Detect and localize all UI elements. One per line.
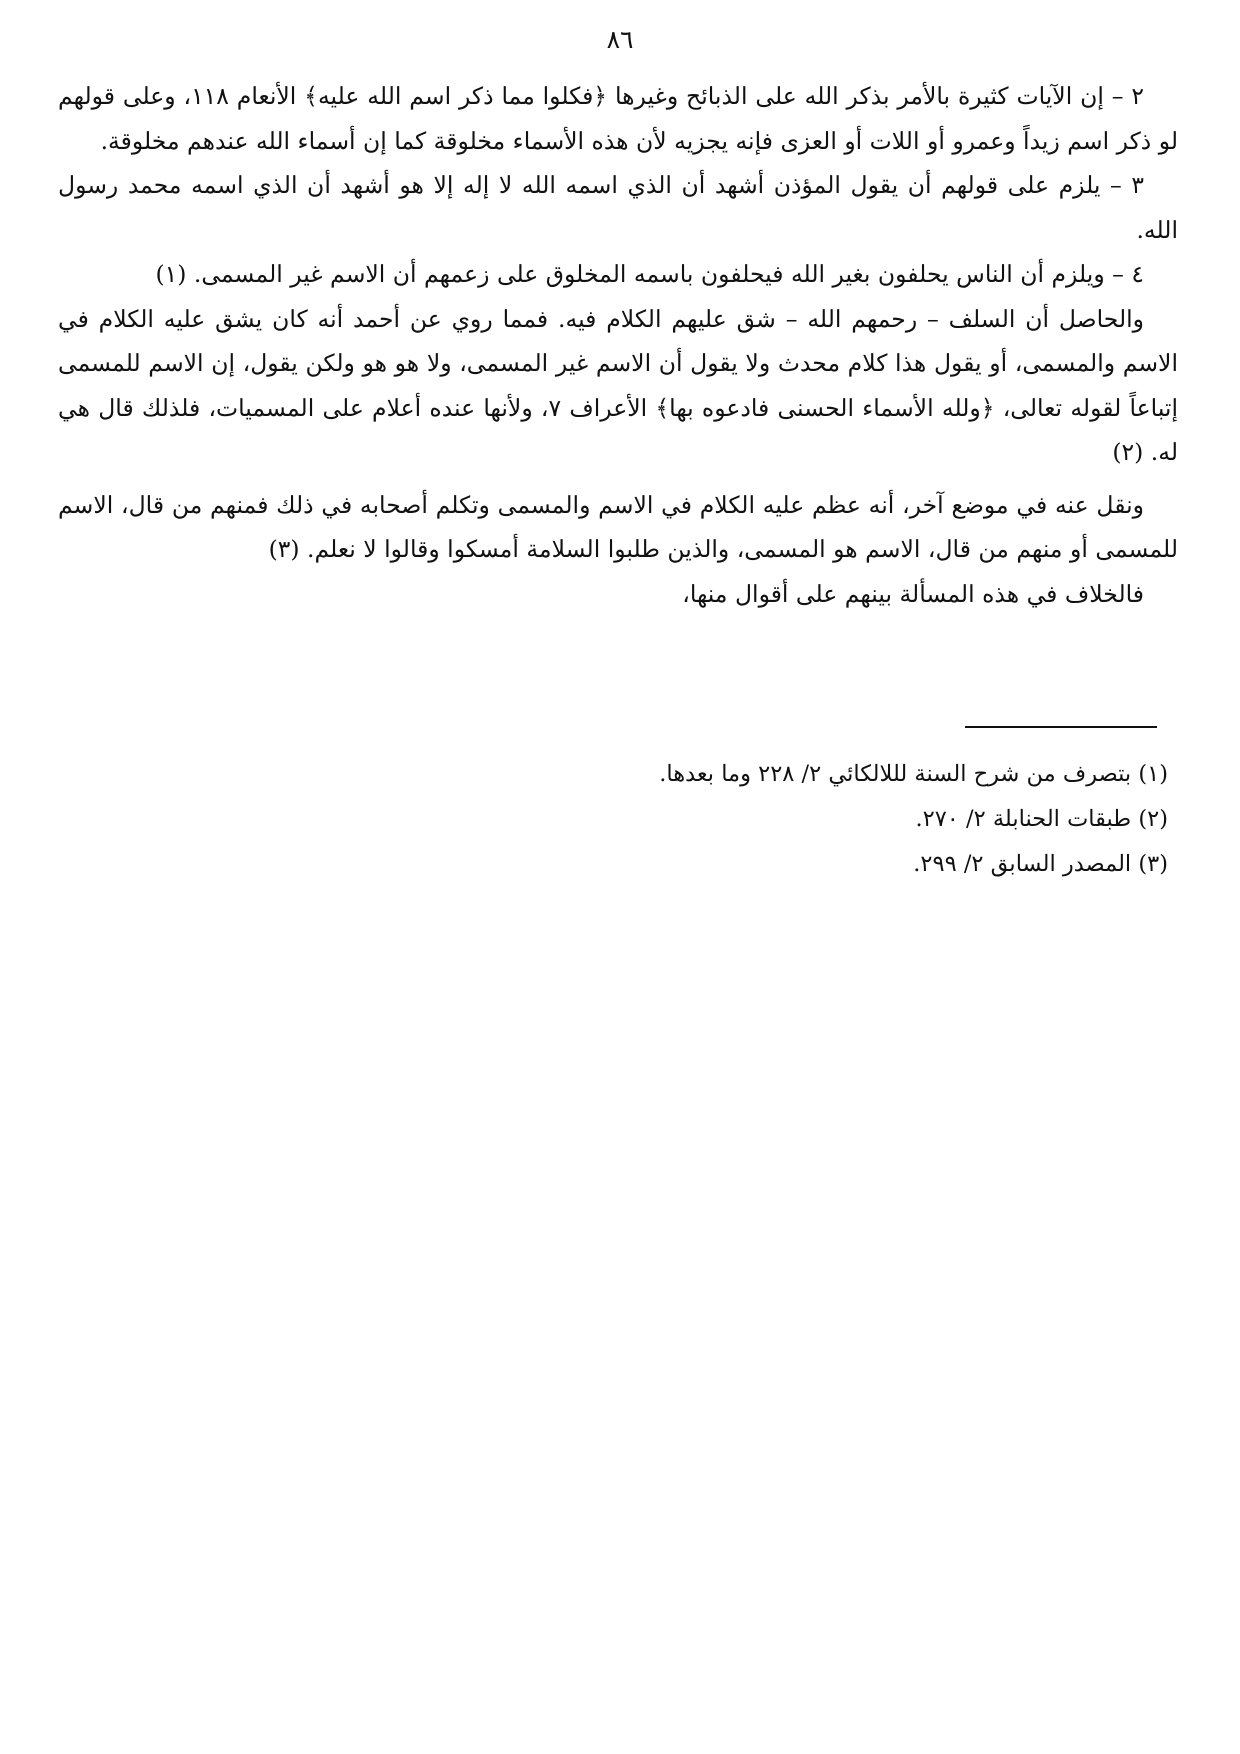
paragraph-point-2: ٢ – إن الآيات كثيرة بالأمر بذكر الله على الذبائح وغيرها ﴿فكلوا مما ذكر اسم الله عليه﴾ الأنعام ١١٨، وعلى قولهم لو ذكر اسم زيداً وعمرو أو اللات أو العزى فإنه يجزيه لأن هذه الأسماء مخلوقة كما إن أسماء الله عندهم مخلوقة. (58, 82, 1178, 155)
footnote-2: (٢) طبقات الحنابلة ٢/ ٢٧٠. (915, 806, 1168, 832)
main-text (58, 74, 1178, 616)
footnote-separator (965, 726, 1157, 728)
footnote-1: (١) بتصرف من شرح السنة لللالكائي ٢/ ٢٢٨ وما بعدها. (659, 761, 1168, 787)
footnotes (58, 752, 1168, 887)
paragraph-another-narration: ونقل عنه في موضع آخر، أنه عظم عليه الكلام في الاسم والمسمى وتكلم أصحابه في ذلك فمنهم من قال، الاسم للمسمى أو منهم من قال، الاسم هو المسمى، والذين طلبوا السلامة أمسكوا وقالوا لا نعلم. (٣) (58, 490, 1178, 563)
paragraph-point-4: ٤ – ويلزم أن الناس يحلفون بغير الله فيحلفون باسمه المخلوق على زعمهم أن الاسم غير المسمى. (١) (155, 260, 1144, 288)
footnote-3: (٣) المصدر السابق ٢/ ٢٩٩. (913, 851, 1168, 877)
paragraph-disagreement: فالخلاف في هذه المسألة بينهم على أقوال منها، (682, 579, 1144, 608)
paragraph-point-3: ٣ – يلزم على قولهم أن يقول المؤذن أشهد أن الذي اسمه الله لا إله إلا هو أشهد أن الذي اسمه محمد رسول الله. (58, 171, 1178, 244)
paragraph-conclusion: والحاصل أن السلف – رحمهم الله – شق عليهم الكلام فيه. فمما روي عن أحمد أنه كان يشق عليه الكلام في الاسم والمسمى، أو يقول هذا كلام محدث ولا يقول أن الاسم غير المسمى، ولا هو هو ولكن يقول، إن الاسم للمسمى إتباعاً لقوله تعالى، ﴿ولله الأسماء الحسنى فادعوه بها﴾ الأعراف ٧، ولأنها عنده أعلام على المسميات، فلذلك قال هي له. (٢) (58, 304, 1178, 466)
page-number: ٨٦ (606, 25, 634, 54)
